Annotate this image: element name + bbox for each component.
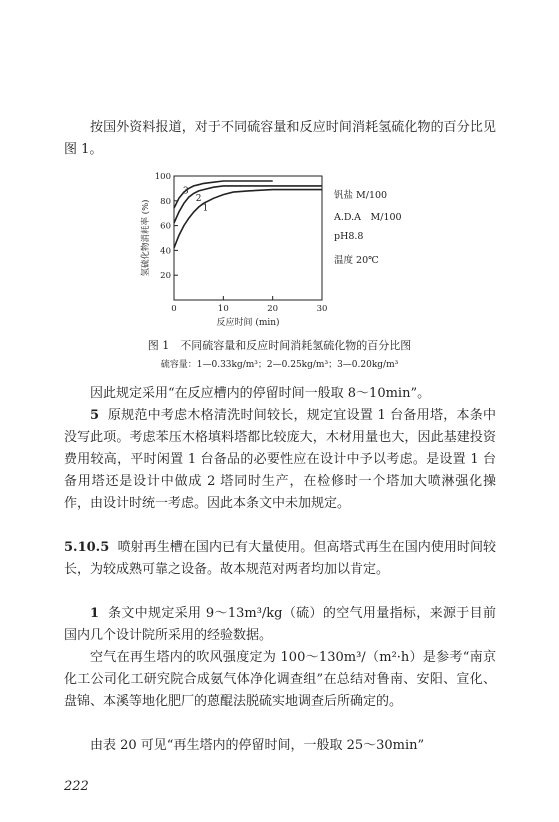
x-tick-label: 20 — [267, 304, 279, 314]
note-ada: A.D.A M/100 — [334, 212, 402, 223]
y-tick-label: 100 — [154, 172, 171, 182]
y-tick-label: 80 — [160, 196, 171, 207]
paragraph-air-intensity — [64, 647, 496, 713]
paragraph-section-5-10-5 — [64, 537, 496, 581]
paragraph-item-1 — [64, 603, 496, 647]
y-tick-label: 40 — [160, 246, 171, 257]
item-number: 1 — [90, 606, 100, 621]
paragraph-text: 由表 20 可见“再生塔内的停留时间，一般取 25～30min” — [90, 738, 425, 753]
y-axis-label: 氢硫化物消耗率 (%) — [141, 199, 151, 277]
paragraph-text: 喷射再生槽在国内已有大量使用。但高塔式再生在国内使用时间较长，为较成熟可靠之设备。故本规范对两者均加以肯定。 — [64, 540, 496, 577]
y-tick-label: 20 — [160, 271, 171, 282]
figure-subcaption: 硫容量：1—0.33kg/m³；2—0.25kg/m³；3—0.20kg/m³ — [160, 360, 399, 370]
x-axis-label: 反应时间 (min) — [216, 318, 280, 328]
figure-1-chart — [134, 168, 364, 328]
page-number: 222 — [64, 779, 89, 794]
paragraph-text: 因此规定采用“在反应槽内的停留时间一般取 8～10min”。 — [90, 386, 431, 401]
series-label-1: 1 — [202, 203, 209, 214]
intro-paragraph: 按国外资料报道，对于不同硫容量和反应时间消耗氢硫化物的百分比见图 1。 — [64, 120, 496, 157]
section-number: 5.10.5 — [64, 540, 110, 555]
paragraph-item-5 — [64, 405, 496, 515]
figure-caption: 图 1 不同硫容量和反应时间消耗氢硫化物的百分比图 — [147, 339, 412, 352]
note-temperature: 温度 20℃ — [334, 255, 379, 266]
paragraph-text: 条文中规定采用 9～13m³/kg（硫）的空气用量指标，来源于目前国内几个设计院所采用的经验数据。 — [64, 606, 496, 643]
x-tick-label: 30 — [316, 304, 328, 314]
paragraph-table-20 — [64, 735, 496, 757]
x-tick-label: 10 — [217, 304, 229, 314]
note-vanadium: 钒盐 M/100 — [334, 190, 388, 201]
series-label-2: 2 — [195, 193, 202, 204]
paragraph-text: 空气在再生塔内的吹风强度定为 100～130m³/（m²·h）是参考“南京化工公司化工研究院合成氨气体净化调查组”在总结对鲁南、安阳、宣化、盘锦、本溪等地化肥厂的蒽醌法脱硫实地调查后所确定的。 — [64, 650, 496, 709]
paragraph-text: 原规范中考虑木格清洗时间较长，规定宜设置 1 台备用塔，本条中没写此项。考虑苯压木格填料塔都比较庞大，木材用量也大，因此基建投资费用较高，平时闲置 1 台备品的必要性应在设计中予以考虑。是设置 1 台备用塔还是设计中做成 2 塔同时生产，在检修时一个塔加大喷淋强化操作，由设计时统一考虑。因此本条文中未加规定。 — [64, 408, 496, 511]
paragraph-conclusion — [64, 383, 496, 405]
note-ph: pH8.8 — [334, 231, 364, 242]
item-number: 5 — [90, 408, 100, 423]
x-tick-label: 0 — [171, 304, 177, 314]
y-tick-label: 60 — [160, 221, 171, 232]
series-label-3: 3 — [182, 186, 189, 197]
